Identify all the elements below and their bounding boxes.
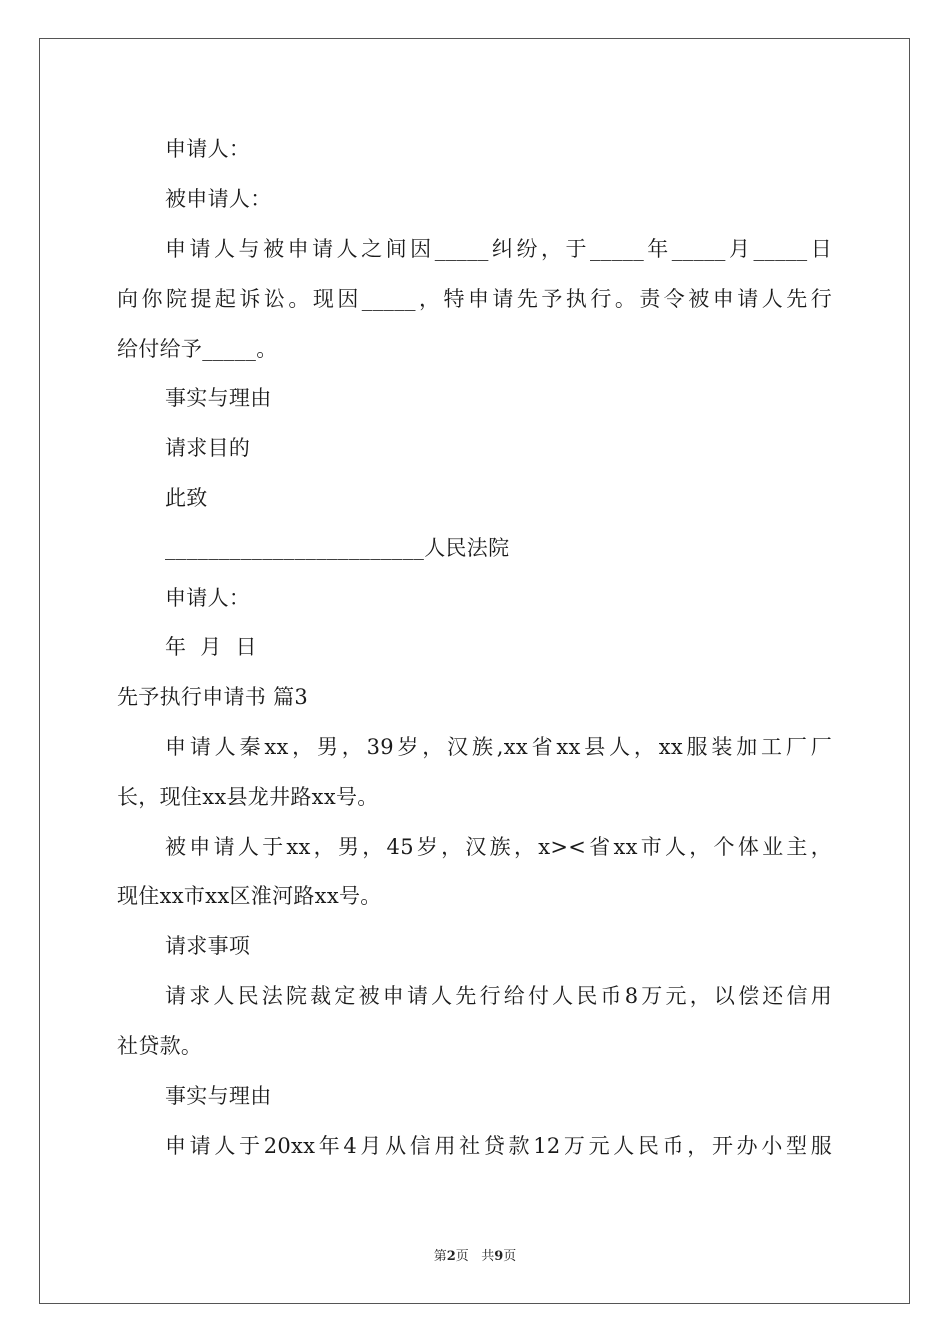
text-line: 申请人： bbox=[165, 137, 251, 161]
text-line: 事实与理由 bbox=[165, 386, 272, 410]
text-line: 申请人： bbox=[165, 586, 251, 610]
text-line: 现住xx市xx区淮河路xx号。 bbox=[117, 884, 382, 908]
text-line: 给付给予_____。 bbox=[117, 337, 278, 361]
total-page-number: 9 bbox=[494, 1249, 504, 1264]
text-line: 此致 bbox=[165, 486, 208, 510]
text-line: 社贷款。 bbox=[117, 1034, 203, 1058]
text-line: 请求目的 bbox=[165, 436, 251, 460]
text-line: 请求人民法院裁定被申请人先行给付人民币8万元，以偿还信用 bbox=[165, 984, 832, 1008]
court-line: ________________________人民法院 bbox=[165, 536, 510, 560]
footer-mid: 页 共 bbox=[455, 1249, 495, 1264]
text-line: 申请人于20xx年4月从信用社贷款12万元人民币，开办小型服 bbox=[165, 1134, 832, 1158]
text-line: 事实与理由 bbox=[165, 1084, 272, 1108]
section-title: 先予执行申请书 篇3 bbox=[117, 685, 309, 709]
text-line: 申请人秦xx，男，39岁，汉族,xx省xx县人，xx服装加工厂厂 bbox=[165, 735, 832, 759]
footer-suffix: 页 bbox=[503, 1249, 517, 1264]
text-line: 向你院提起诉讼。现因_____，特申请先予执行。责令被申请人先行 bbox=[117, 287, 832, 311]
current-page-number: 2 bbox=[446, 1249, 456, 1264]
text-line: 被申请人： bbox=[165, 187, 272, 211]
page-footer bbox=[0, 1245, 950, 1264]
text-line: 请求事项 bbox=[165, 934, 251, 958]
page-border bbox=[39, 38, 910, 1304]
footer-prefix: 第 bbox=[433, 1249, 447, 1264]
date-line: 年 月 日 bbox=[165, 635, 257, 659]
text-line: 被申请人于xx，男，45岁，汉族，x><省xx市人，个体业主， bbox=[165, 835, 832, 859]
text-line: 长，现住xx县龙井路xx号。 bbox=[117, 785, 379, 809]
text-line: 申请人与被申请人之间因_____纠纷，于_____年_____月_____日 bbox=[165, 237, 832, 261]
